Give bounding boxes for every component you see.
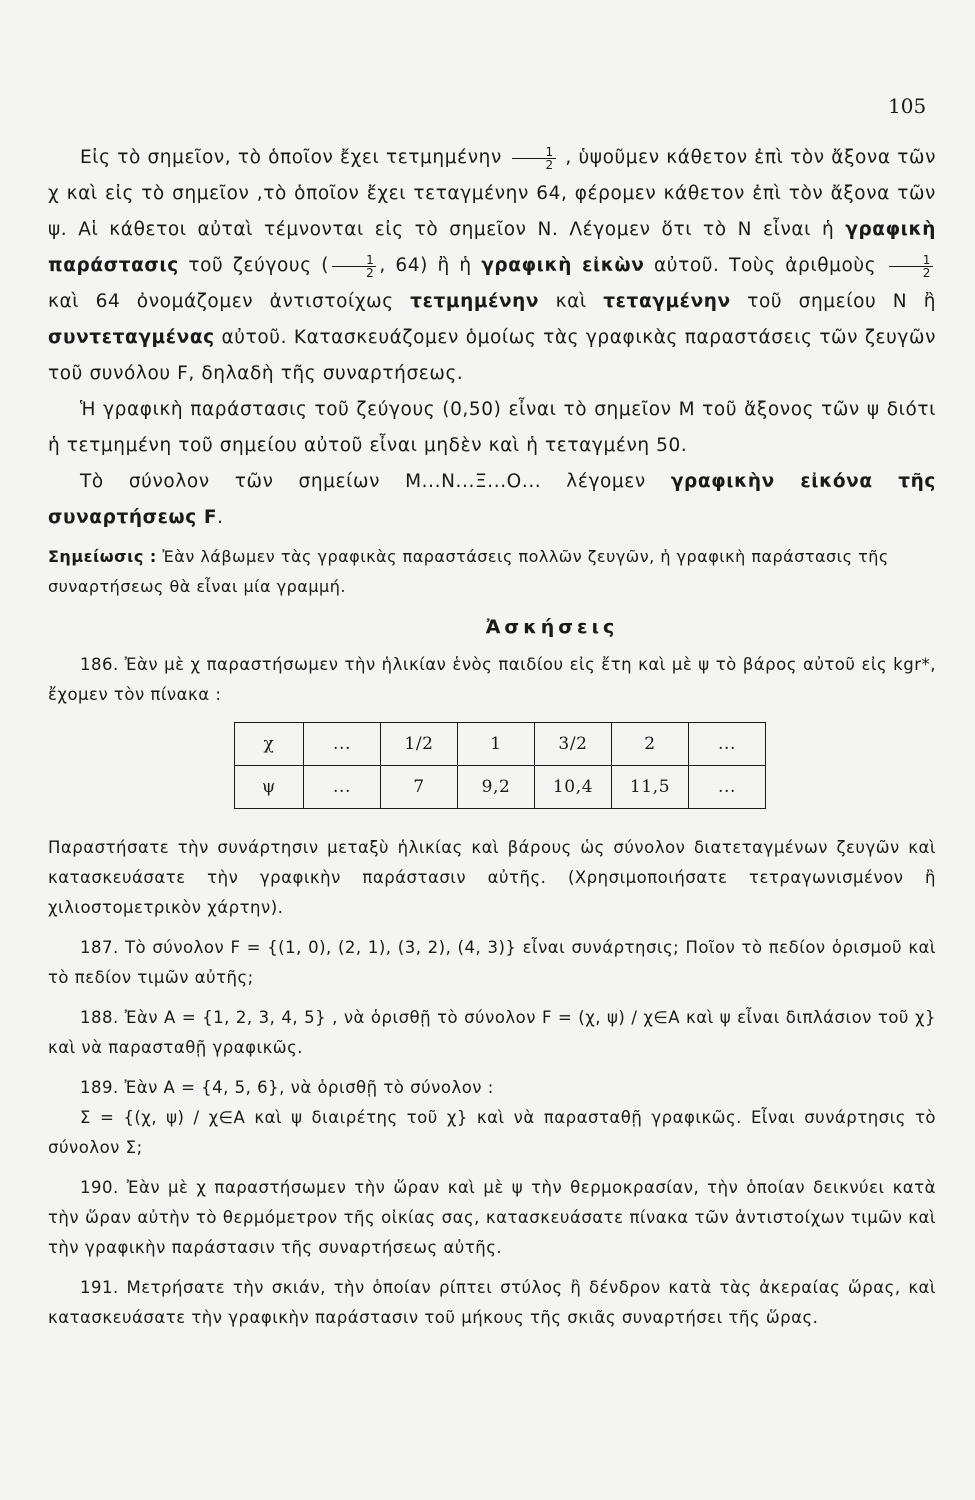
- intro-paragraph: [48, 140, 936, 392]
- table-row: [235, 723, 766, 766]
- term-bold: συντεταγμένας: [48, 327, 215, 348]
- table-header-y: ψ: [235, 766, 304, 809]
- intro-text: , ὑψοῦμεν κάθετον ἐπὶ τὸν ἄξονα τῶν χ καὶ εἰς τὸ σημεῖον ,τὸ ὁποῖον ἔχει τεταγμένην 64, φέρομεν κάθετον ἐπὶ τὸν ἄξονα τῶν ψ. Αἱ κάθετοι αὐταὶ τέμνονται εἰς τὸ σημεῖον Ν. Λέγομεν ὅτι τὸ Ν εἶναι ἡ: [48, 147, 937, 240]
- table-cell: 1: [458, 723, 535, 766]
- table-cell: ...: [689, 723, 766, 766]
- fraction: $\frac{1}{2}$: [512, 146, 556, 171]
- exercise-186: 186. Ἐὰν μὲ χ παραστήσωμεν τὴν ἡλικίαν ἑνὸς παιδίου εἰς ἔτη καὶ μὲ ψ τὸ βάρος αὐτοῦ εἰς kgr*, ἔχομεν τὸν πίνακα :: [48, 655, 936, 704]
- paragraph-origin-point: Ἡ γραφικὴ παράστασις τοῦ ζεύγους (0,50) εἶναι τὸ σημεῖον Μ τοῦ ἄξονος τῶν ψ διότι ἡ τετμημένη τοῦ σημείου αὐτοῦ εἶναι μηδὲν καὶ ἡ τεταγμένη 50.: [48, 399, 936, 456]
- intro-text: αὐτοῦ. Κατασκευάζομεν ὁμοίως τὰς γραφικὰς παραστάσεις τῶν ζευγῶν τοῦ συνόλου F, δηλαδὴ τῆς συναρτήσεως.: [48, 327, 937, 384]
- intro-text: αὐτοῦ. Τοὺς ἀριθμοὺς: [654, 255, 877, 276]
- table-cell: 2: [612, 723, 689, 766]
- paragraph-graph-definition: Τὸ σύνολον τῶν σημείων Μ...Ν...Ξ...Ο... λέγομεν γραφικὴν εἰκόνα τῆς συναρτήσεως F.: [48, 471, 936, 528]
- table-cell: ...: [304, 723, 381, 766]
- fraction: $\frac{1}{2}$: [889, 254, 933, 279]
- term-bold: τεταγμένην: [603, 291, 731, 312]
- term-bold: γραφικὴ παράστασις: [48, 219, 936, 276]
- fraction: $\frac{1}{2}$: [332, 254, 376, 279]
- intro-text: , 64) ἢ ἡ: [379, 255, 472, 276]
- table-cell: 11,5: [612, 766, 689, 809]
- page-number: 105: [888, 94, 927, 118]
- term-bold: τετμημένην: [410, 291, 540, 312]
- intro-text: τοῦ σημείου Ν ἢ: [747, 291, 937, 312]
- table-cell: 7: [381, 766, 458, 809]
- term-bold: γραφικὴ εἰκὼν: [481, 255, 645, 276]
- intro-text: τοῦ ζεύγους (: [188, 255, 330, 276]
- exercise-188: 188. Ἐὰν Α = {1, 2, 3, 4, 5} , νὰ ὁρισθῇ τὸ σύνολον F = (χ, ψ) / χ∈Α καὶ ψ εἶναι διπλάσιον τοῦ χ} καὶ νὰ παρασταθῇ γραφικῶς.: [48, 1008, 936, 1057]
- exercise-190: 190. Ἐὰν μὲ χ παραστήσωμεν τὴν ὥραν καὶ μὲ ψ τὴν θερμοκρασίαν, τὴν ὁποίαν δεικνύει κατὰ τὴν ὥραν αὐτὴν τὸ θερμόμετρον τῆς οἰκίας σας, κατασκευάσατε πίνακα τῶν ἀντιστοίχων τιμῶν καὶ τὴν γραφικὴν παράστασιν τῆς συναρτήσεως αὐτῆς.: [48, 1178, 936, 1257]
- table-cell: ...: [689, 766, 766, 809]
- note-label: Σημείωσις :: [48, 547, 157, 566]
- age-weight-table: [234, 722, 766, 809]
- term-bold: γραφικὴν εἰκόνα τῆς συναρτήσεως F: [48, 471, 936, 528]
- table-cell: ...: [304, 766, 381, 809]
- table-header-x: χ: [235, 723, 304, 766]
- note: [48, 542, 936, 602]
- table-cell: 10,4: [535, 766, 612, 809]
- exercise-187: 187. Τὸ σύνολον F = {(1, 0), (2, 1), (3, 2), (4, 3)} εἶναι συνάρτησις; Ποῖον τὸ πεδίον ὁρισμοῦ καὶ τὸ πεδίον τιμῶν αὐτῆς;: [48, 938, 936, 987]
- intro-text: Εἰς τὸ σημεῖον, τὸ ὁποῖον ἔχει τετμημένην: [80, 147, 502, 168]
- table-row: [235, 766, 766, 809]
- exercise-186-instructions: Παραστήσατε τὴν συνάρτησιν μεταξὺ ἡλικίας καὶ βάρους ὡς σύνολον διατεταγμένων ζευγῶν καὶ κατασκευάσατε τὴν γραφικὴν παράστασιν αὐτῆς. (Χρησιμοποιήσατε τετραγωνισμένον ἢ χιλιοστομετρικὸν χάρτην).: [48, 838, 936, 917]
- table-cell: 1/2: [381, 723, 458, 766]
- exercises-heading: Ἀσκήσεις: [485, 616, 619, 638]
- exercise-189-set: Σ = {(χ, ψ) / χ∈Α καὶ ψ διαιρέτης τοῦ χ} καὶ νὰ παρασταθῇ γραφικῶς. Εἶναι συνάρτησις τὸ σύνολον Σ;: [48, 1108, 936, 1157]
- intro-text: καὶ 64 ὀνομάζομεν ἀντιστοίχως: [48, 291, 394, 312]
- table-cell: 9,2: [458, 766, 535, 809]
- exercise-191: 191. Μετρήσατε τὴν σκιάν, τὴν ὁποίαν ρίπτει στύλος ἢ δένδρον κατὰ τὰς ἀκεραίας ὥρας, καὶ κατασκευάσατε τὴν γραφικὴν παράστασιν τοῦ μήκους τῆς σκιᾶς συναρτήσει τῆς ὥρας.: [48, 1278, 936, 1327]
- note-text: Ἐὰν λάβωμεν τὰς γραφικὰς παραστάσεις πολλῶν ζευγῶν, ἡ γραφικὴ παράστασις τῆς συναρτήσεως θὰ εἶναι μία γραμμή.: [48, 547, 889, 596]
- exercise-189: 189. Ἐὰν Α = {4, 5, 6}, νὰ ὁρισθῇ τὸ σύνολον :: [80, 1078, 494, 1097]
- table-cell: 3/2: [535, 723, 612, 766]
- page-content: [48, 140, 936, 1333]
- intro-text: καὶ: [555, 291, 587, 312]
